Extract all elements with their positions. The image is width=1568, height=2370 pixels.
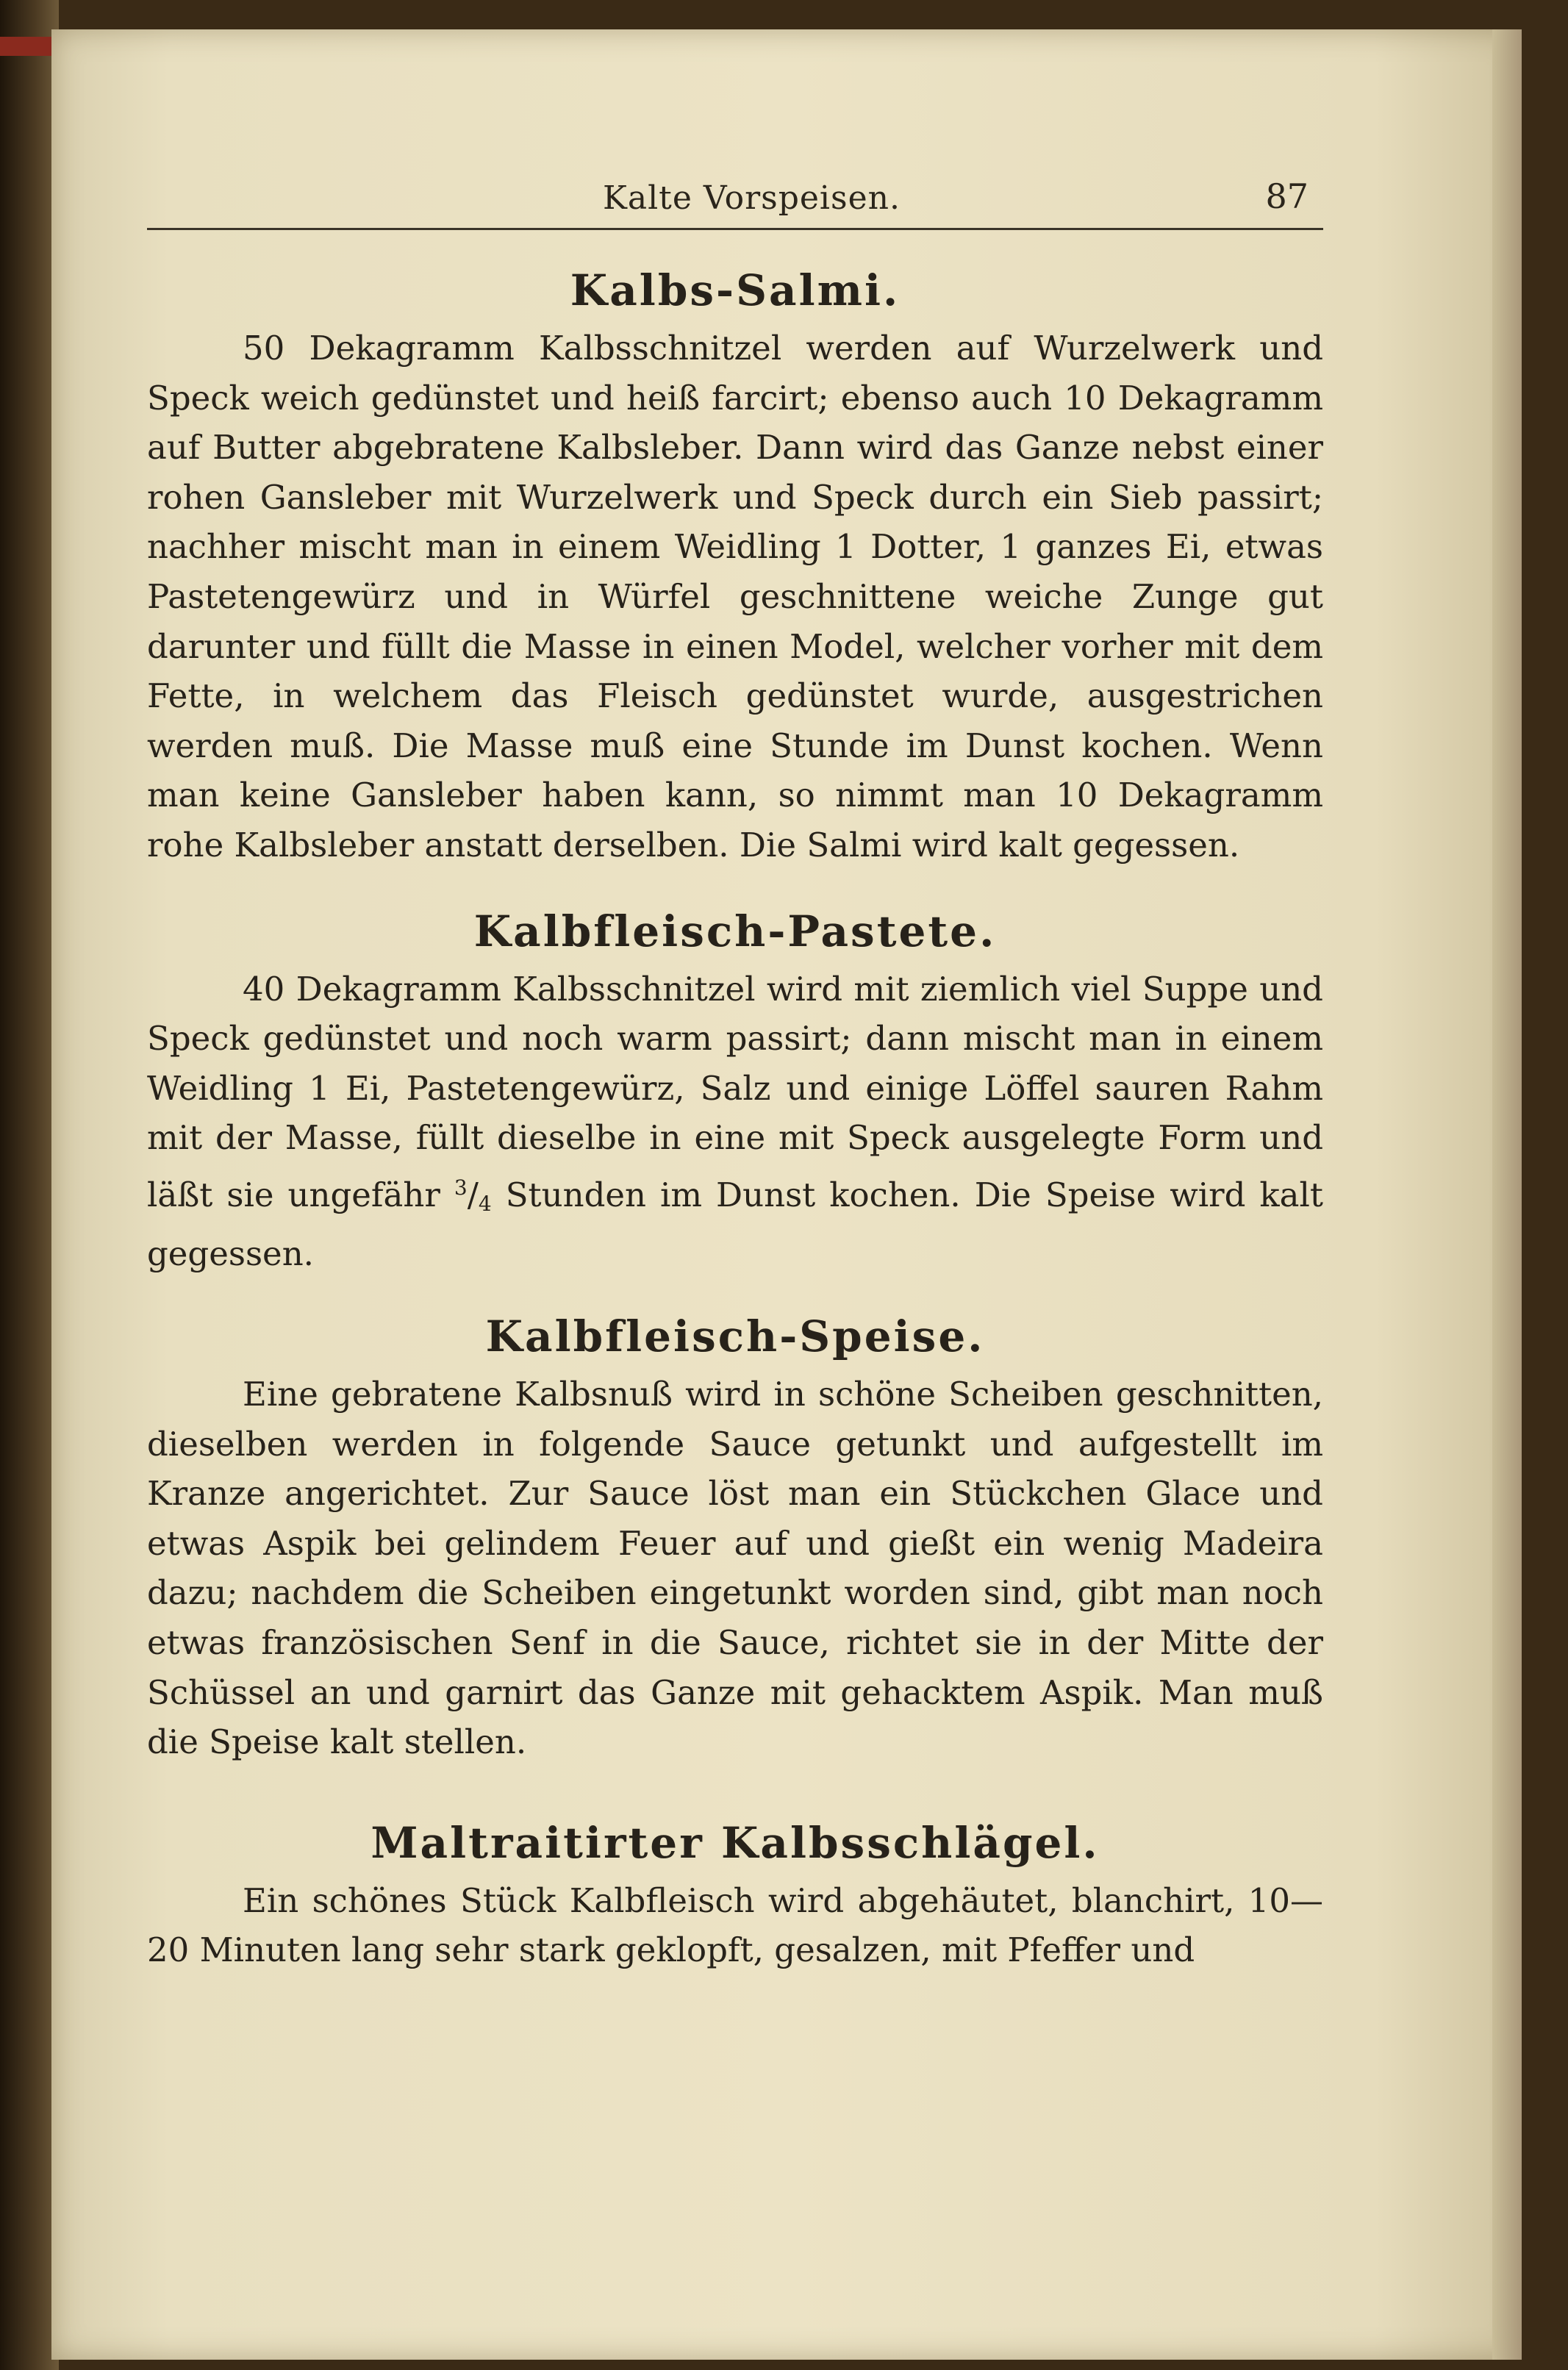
section-spacer xyxy=(147,1278,1323,1303)
fraction-numerator: 3 xyxy=(454,1175,468,1200)
running-head-title: Kalte Vorspeisen. xyxy=(603,179,901,217)
page-body xyxy=(147,257,1323,1975)
pastete-text-part-2: Stunden im Dunst kochen. Die Speise wird kalt gegessen. xyxy=(147,1175,1323,1273)
section-heading-kalbs-salmi: Kalbs-Salmi. xyxy=(570,265,901,315)
fraction-denominator: 4 xyxy=(478,1191,492,1216)
section-heading-kalbsschlaegel: Maltraitirter Kalbsschlägel. xyxy=(370,1817,1100,1868)
section-heading-kalbfleisch-pastete: Kalbfleisch-Pastete. xyxy=(473,906,997,956)
running-head xyxy=(147,176,1323,230)
section-text-kalbsschlaegel: Ein schönes Stück Kalbfleisch wird abgehäutet, blanchirt, 10—20 Minuten lang sehr stark geklopft, gesalzen, mit Pfeffer und xyxy=(147,1880,1323,1970)
section-text-kalbfleisch-pastete: 40 Dekagramm Kalbsschnitzel wird mit ziemlich viel Suppe und Speck gedünstet und noch warm passirt; dann mischt man in einem Weidling 1 Ei, Pastetengewürz, Salz und einige Löffel sauren Rahm mit der Masse, füllt dieselbe in eine mit Speck ausgelegte Form und läßt sie ungefähr $^3/_4$ Stunden im Dunst kochen. Die Speise wird kalt gegessen. xyxy=(147,969,1323,1273)
book-spine xyxy=(0,0,59,2370)
section-spacer xyxy=(147,870,1323,898)
page-edge xyxy=(1492,29,1522,2360)
section-heading-kalbfleisch-speise: Kalbfleisch-Speise. xyxy=(485,1311,985,1362)
page-number: 87 xyxy=(1265,176,1309,216)
section-spacer xyxy=(147,1767,1323,1810)
section-text-kalbfleisch-speise: Eine gebratene Kalbsnuß wird in schöne Scheiben geschnitten, dieselben werden in folgende Sauce getunkt und aufgestellt im Kranze angerichtet. Zur Sauce löst man ein Stückchen Glace und etwas Aspik bei gelindem Feuer auf und gießt ein wenig Madeira dazu; nachdem die Scheiben eingetunkt worden sind, gibt man noch etwas französischen Senf in die Sauce, richtet sie in der Mitte der Schüssel an und garnirt das Ganze mit gehacktem Aspik. Man muß die Speise kalt stellen. xyxy=(147,1375,1323,1762)
section-text-kalbs-salmi: 50 Dekagramm Kalbsschnitzel werden auf Wurzelwerk und Speck weich gedünstet und heiß farcirt; ebenso auch 10 Dekagramm auf Butter abgebratene Kalbsleber. Dann wird das Ganze nebst einer rohen Gansleber mit Wurzelwerk und Speck durch ein Sieb passirt; nachher mischt man in einem Weidling 1 Dotter, 1 ganzes Ei, etwas Pastetengewürz und in Würfel geschnittene weiche Zunge gut darunter und füllt die Masse in einen Model, welcher vorher mit dem Fette, in welchem das Fleisch gedünstet wurde, ausgestrichen werden muß. Die Masse muß eine Stunde im Dunst kochen. Wenn man keine Gansleber haben kann, so nimmt man 10 Dekagramm rohe Kalbsleber anstatt derselben. Die Salmi wird kalt gegessen. xyxy=(147,329,1323,864)
pastete-text-part-1: 40 Dekagramm Kalbsschnitzel wird mit ziemlich viel Suppe und Speck gedünstet und noch warm passirt; dann mischt man in einem Weidling 1 Ei, Pastetengewürz, Salz und einige Löffel sauren Rahm mit der Masse, füllt dieselbe in eine mit Speck ausgelegte Form und läßt sie ungefähr xyxy=(147,969,1323,1214)
